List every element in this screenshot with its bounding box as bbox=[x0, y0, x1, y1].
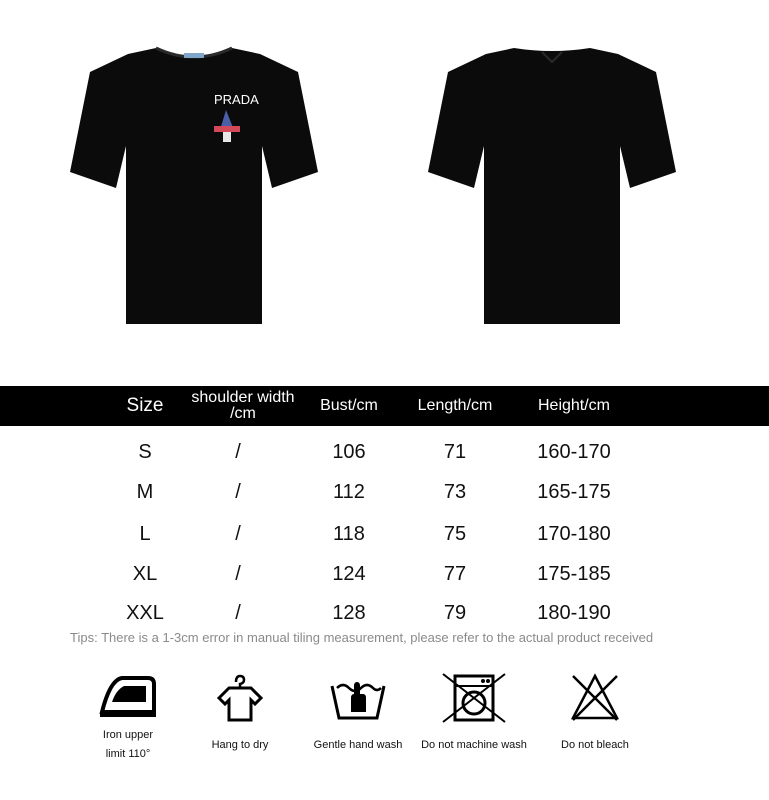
shoulder-header-line2: /cm bbox=[230, 405, 256, 422]
logo-text: PRADA bbox=[214, 92, 259, 107]
shoulder-cell: / bbox=[235, 562, 241, 585]
no-bleach-icon bbox=[569, 672, 621, 724]
shoulder-cell: / bbox=[235, 601, 241, 624]
care-item-no-machine-wash bbox=[412, 672, 536, 755]
table-row bbox=[0, 560, 769, 588]
size-cell: XL bbox=[132, 562, 158, 585]
height-cell: 180-190 bbox=[537, 601, 611, 624]
hand-wash-icon bbox=[329, 672, 387, 724]
care-item-hand-wash bbox=[300, 672, 416, 755]
length-cell: 75 bbox=[443, 522, 467, 545]
length-cell: 71 bbox=[443, 440, 467, 463]
care-label-line1: Gentle hand wash bbox=[313, 739, 403, 751]
care-item-no-bleach bbox=[548, 672, 642, 755]
care-label-line1: Iron upper bbox=[102, 729, 154, 741]
bust-cell: 106 bbox=[332, 440, 366, 463]
shoulder-cell: / bbox=[235, 522, 241, 545]
size-cell: S bbox=[138, 440, 152, 463]
measurement-tips: Tips: There is a 1-3cm error in manual tiling measurement, please refer to the actual product received bbox=[70, 630, 654, 645]
bust-column-header: Bust/cm bbox=[320, 397, 378, 414]
care-item-iron bbox=[86, 672, 170, 764]
shoulder-cell: / bbox=[235, 440, 241, 463]
length-cell: 77 bbox=[443, 562, 467, 585]
care-label-line2: limit 110° bbox=[105, 748, 151, 760]
size-table-header bbox=[0, 386, 769, 426]
shoulder-column-header bbox=[180, 386, 306, 426]
table-row bbox=[0, 520, 769, 548]
care-item-hang bbox=[198, 672, 282, 755]
no-machine-wash-icon bbox=[441, 672, 507, 724]
size-column-header: Size bbox=[126, 395, 164, 416]
height-cell: 160-170 bbox=[537, 440, 611, 463]
length-cell: 79 bbox=[443, 601, 467, 624]
shirt-front-image bbox=[68, 44, 320, 328]
iron-icon bbox=[98, 672, 158, 720]
table-row bbox=[0, 478, 769, 506]
bust-cell: 112 bbox=[333, 480, 365, 503]
care-label-line1: Hang to dry bbox=[211, 739, 269, 751]
care-label-line1: Do not bleach bbox=[561, 739, 629, 751]
length-cell: 73 bbox=[443, 480, 467, 503]
size-cell: M bbox=[136, 480, 154, 503]
height-cell: 170-180 bbox=[537, 522, 611, 545]
height-cell: 175-185 bbox=[537, 562, 611, 585]
care-label-line1: Do not machine wash bbox=[421, 739, 527, 751]
shirt-back-image bbox=[426, 44, 678, 328]
bust-cell: 118 bbox=[333, 522, 365, 545]
size-cell: L bbox=[139, 522, 151, 545]
hanger-icon bbox=[215, 672, 265, 724]
height-column-header: Height/cm bbox=[537, 397, 611, 414]
shoulder-cell: / bbox=[235, 480, 241, 503]
shoulder-header-line1: shoulder width bbox=[191, 389, 295, 406]
bust-cell: 128 bbox=[332, 601, 366, 624]
table-row bbox=[0, 599, 769, 627]
size-cell: XXL bbox=[126, 601, 164, 624]
height-cell: 165-175 bbox=[537, 480, 611, 503]
length-column-header: Length/cm bbox=[417, 397, 493, 414]
bust-cell: 124 bbox=[332, 562, 366, 585]
table-row bbox=[0, 438, 769, 466]
